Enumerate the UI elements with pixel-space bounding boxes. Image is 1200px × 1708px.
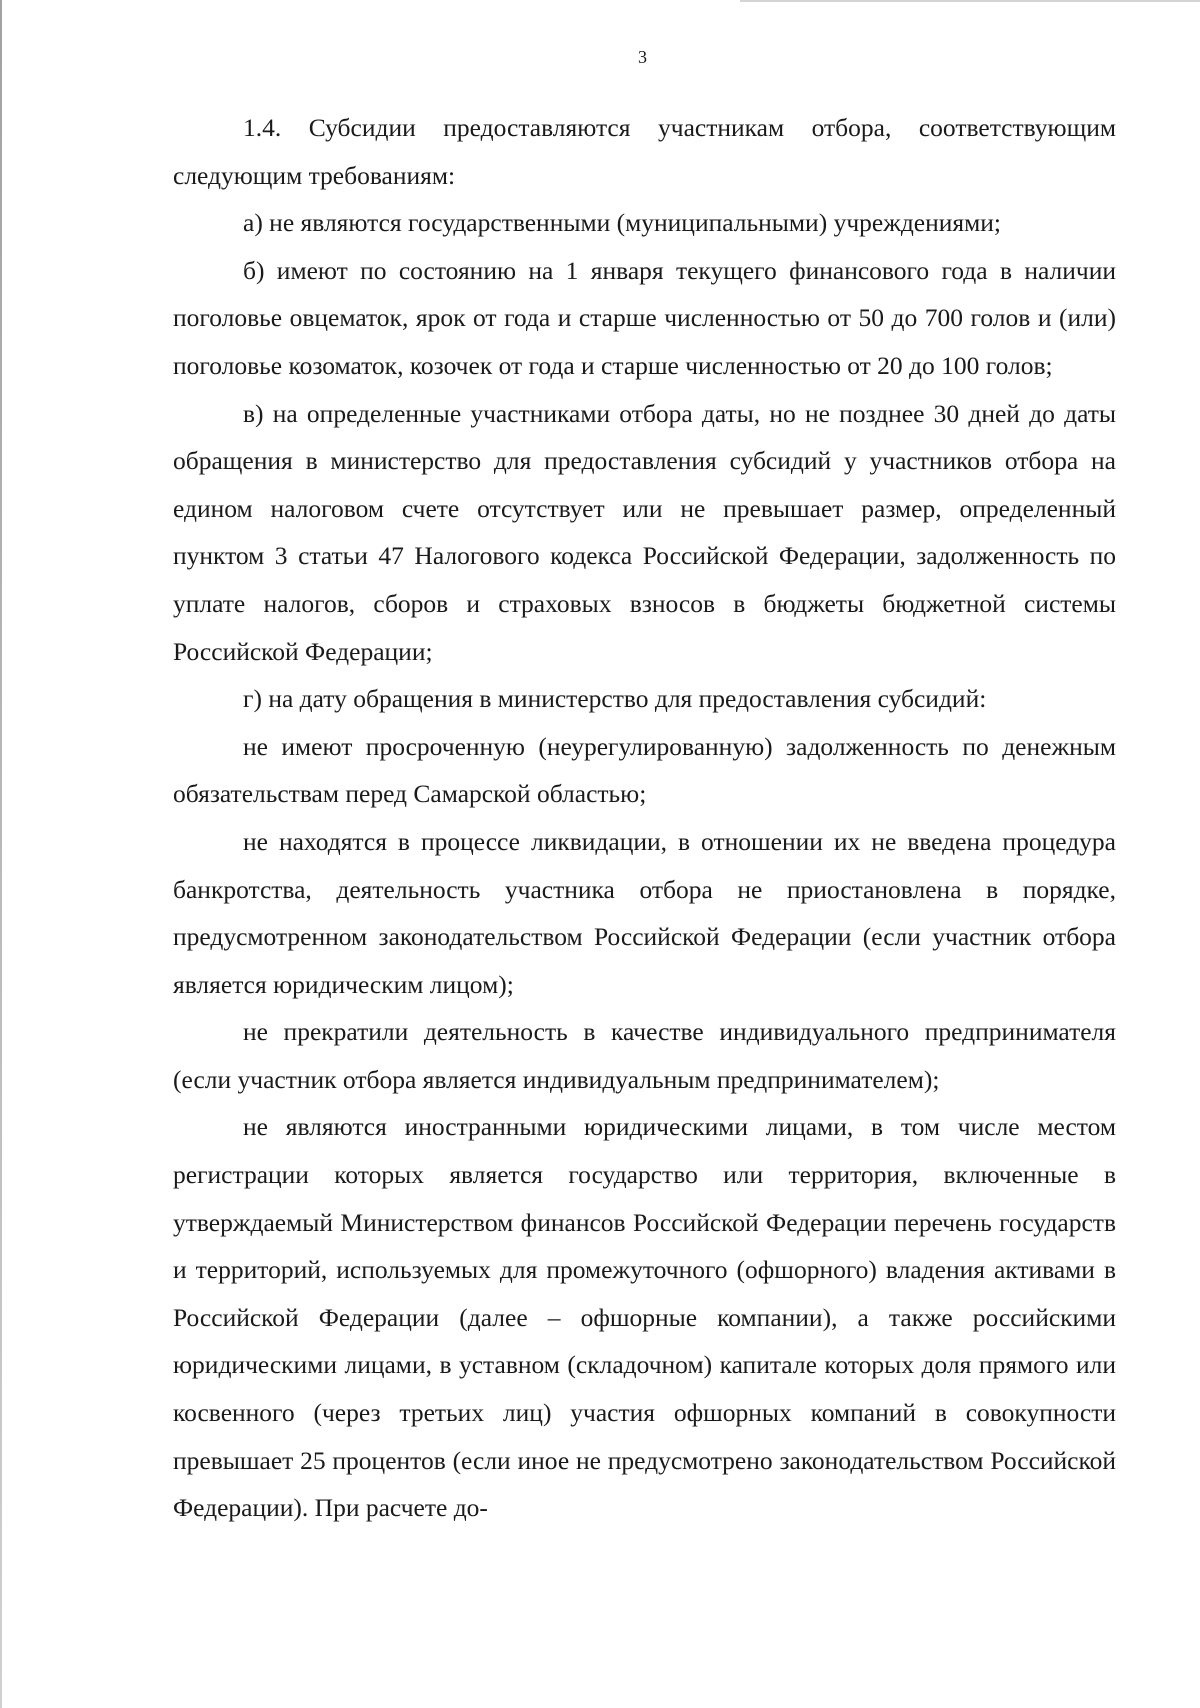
page-number: 3 — [638, 47, 647, 67]
scan-top-edge — [740, 0, 1200, 2]
paragraph-entrepreneur: не прекратили деятельность в качестве индивидуального предпринимателя (если участник отбора является индивидуальным предпринимателем); — [173, 1017, 1116, 1094]
paragraph-liquidation: не находятся в процессе ликвидации, в отношении их не введена процедура банкротства, деятельность участника отбора не приостановлена в порядке, предусмотренном законодательством Российской Федерации (если участник отбора является юридическим лицом); — [173, 826, 1116, 999]
paragraph-offshore: не являются иностранными юридическими лицами, в том числе местом регистрации которых является государство или территория, включенные в утверждаемый Министерством финансов Российской Федерации перечень государств и территорий, используемых для промежуточного (офшорного) владения активами в Российской Федерации (далее – офшорные компании), а также российскими юридическими лицами, в уставном (складочном) капитале которых доля прямого или косвенного (через третьих лиц) участия офшорных компаний в совокупности превышает 25 процентов (если иное не предусмотрено законодательством Российской Федерации). При расчете до- — [173, 1112, 1116, 1523]
paragraph-v: в) на определенные участниками отбора даты, но не позднее 30 дней до даты обращения в министерство для предоставления субсидий у участников отбора на едином налоговом счете отсутствует или не превышает размер, определенный пунктом 3 статьи 47 Налогового кодекса Российской Федерации, задолженность по уплате налогов, сборов и страховых взносов в бюджеты бюджетной системы Российской Федерации; — [173, 398, 1116, 666]
paragraph-g: г) на дату обращения в министерство для предоставления субсидий: — [243, 684, 987, 714]
paragraph-debt: не имеют просроченную (неурегулированную) задолженность по денежным обязательствам перед Самарской областью; — [173, 731, 1116, 809]
paragraph-a: а) не являются государственными (муниципальными) учреждениями; — [243, 208, 1002, 238]
paragraph-1-4: 1.4. Субсидии предоставляются участникам отбора, соответствующим следующим требованиям: — [173, 113, 1116, 190]
document-body — [173, 104, 1116, 1532]
scan-left-edge — [0, 0, 2, 1708]
paragraph-b: б) имеют по состоянию на 1 января текущего финансового года в наличии поголовье овцематок, ярок от года и старше численностью от 50 до 700 голов и (или) поголовье козоматок, козочек от года и старше численностью от 20 до 100 голов; — [173, 255, 1116, 380]
